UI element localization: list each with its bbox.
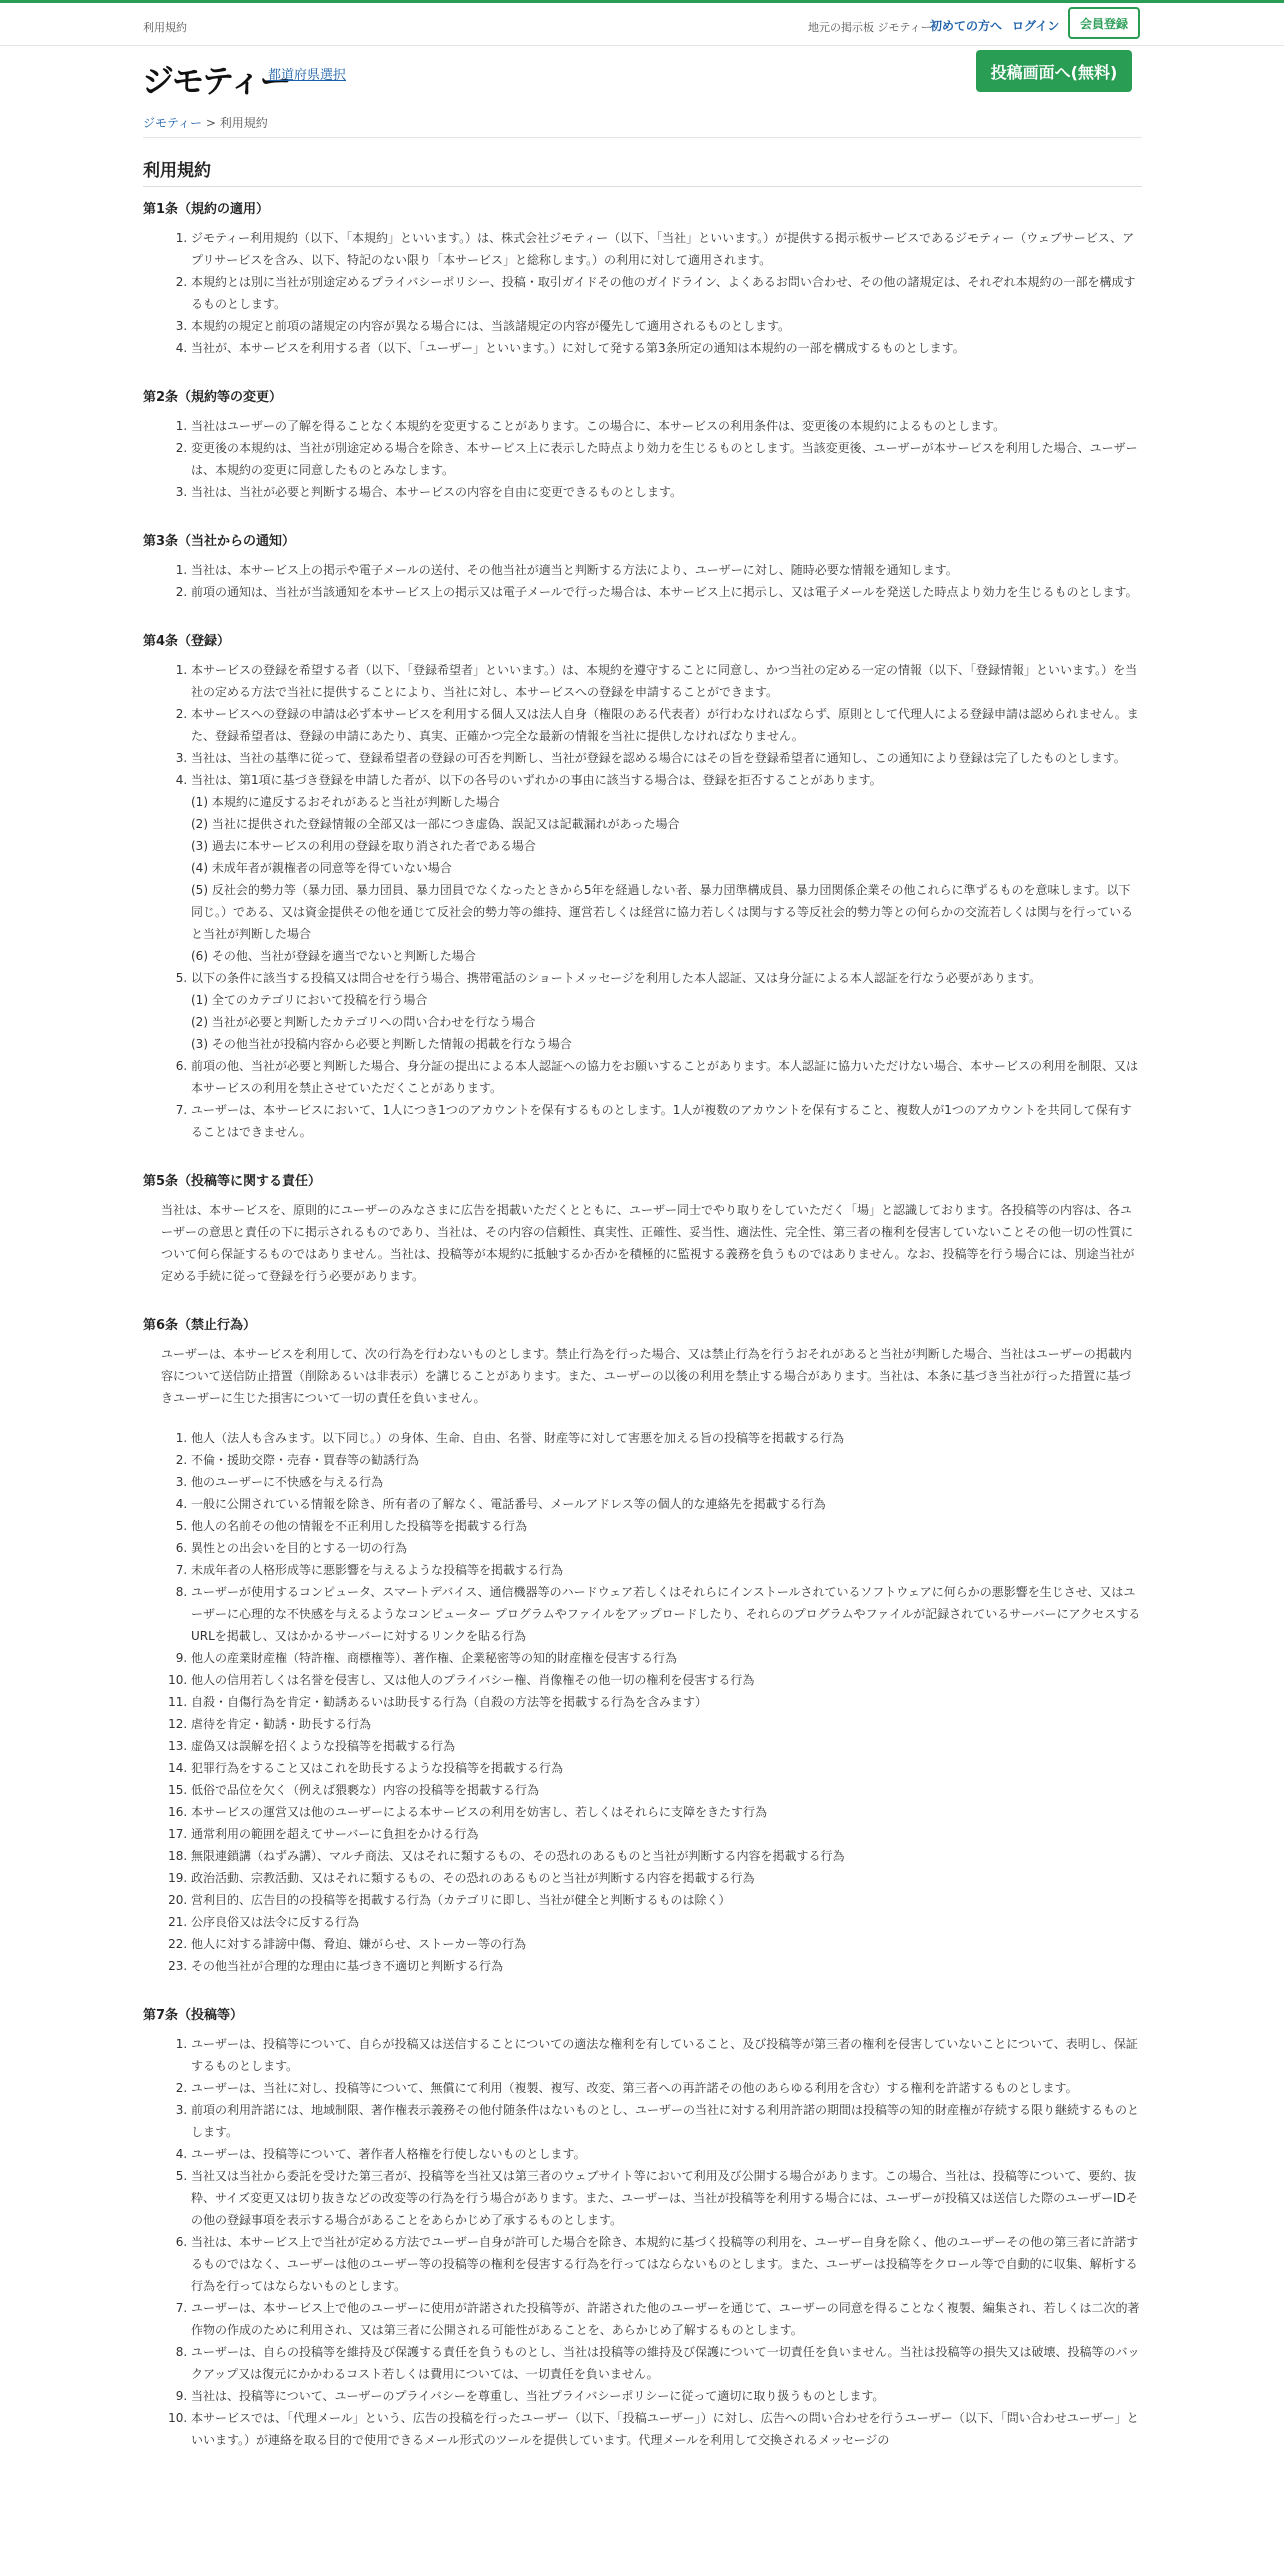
item-text: その他当社が合理的な理由に基づき不適切と判断する行為 [191, 1959, 504, 1973]
item-text: 一般に公開されている情報を除き、所有者の了解なく、電話番号、メールアドレス等の個人的な連絡先を掲載する行為 [191, 1497, 826, 1511]
list-item [191, 227, 1142, 271]
list-item [191, 747, 1142, 769]
item-text: 本サービスへの登録の申請は必ず本サービスを利用する個人又は法人自身（権限のある代表者）が行わなければならず、原則として代理人による登録申請は認められません。また、登録希望者は、登録の申請にあたり、真実、正確かつ完全な最新の情報を当社に提供しなければなりません。 [191, 707, 1139, 743]
item-text: 他人の産業財産権（特許権、商標権等）、著作権、企業秘密等の知的財産権を侵害する行為 [191, 1651, 678, 1665]
terms-section [143, 531, 1142, 603]
item-text: 当社は、第1項に基づき登録を申請した者が、以下の各号のいずれかの事由に該当する場合は、登録を拒否することがあります。 [191, 773, 882, 787]
sub-item: (3) 過去に本サービスの利用の登録を取り消された者である場合 [191, 839, 536, 853]
terms-section [143, 199, 1142, 359]
header-tagline: 地元の掲示板 ジモティー [808, 21, 932, 34]
list-item [191, 2407, 1142, 2451]
terms-section [143, 2005, 1142, 2451]
list-item [191, 2033, 1142, 2077]
item-text: 当社は、本サービス上で当社が定める方法でユーザー自身が許可した場合を除き、本規約に基づく投稿等の利用を、ユーザー自身を除く、他のユーザーその他の第三者に許諾するものではなく、ユーザーは他のユーザー等の投稿等の権利を侵害する行為を行ってはならないものとします。また、ユーザーは投稿等をクロール等で自動的に収集、解析する行為を行ってはならないものとします。 [191, 2235, 1139, 2293]
list-item [191, 2077, 1142, 2099]
prefecture-select-link[interactable]: 都道府県選択 [268, 68, 347, 83]
terms-section [143, 631, 1142, 1143]
item-text: ジモティー利用規約（以下、「本規約」といいます。）は、株式会社ジモティー（以下、「当社」といいます。）が提供する掲示板サービスであるジモティー（ウェブサービス、アプリサービスを含み、以下、特記のない限り「本サービス」と総称します。）の利用に対して適用されます。 [191, 231, 1135, 267]
list-item [191, 1537, 1142, 1559]
section-list [143, 559, 1142, 603]
list-item [191, 1471, 1142, 1493]
section-heading: 第2条（規約等の変更） [143, 390, 283, 405]
list-item [191, 1801, 1142, 1823]
list-item [191, 2385, 1142, 2407]
terms-section [143, 1171, 1142, 1287]
jmty-logo[interactable]: ジモティー [142, 62, 290, 100]
sub-item: (2) 当社が必要と判断したカテゴリへの問い合わせを行なう場合 [191, 1015, 536, 1029]
list-item [191, 1559, 1142, 1581]
sub-item: (6) その他、当社が登録を適当でないと判断した場合 [191, 949, 476, 963]
terms-content [143, 199, 1142, 2479]
item-text: 当社は、当社の基準に従って、登録希望者の登録の可否を判断し、当社が登録を認める場合にはその旨を登録希望者に通知し、この通知により登録は完了したものとします。 [191, 751, 1126, 765]
item-text: 当社はユーザーの了解を得ることなく本規約を変更することがあります。この場合に、本サービスの利用条件は、変更後の本規約によるものとします。 [191, 419, 1006, 433]
list-item [191, 337, 1142, 359]
list-item [191, 1427, 1142, 1449]
title-divider [143, 186, 1142, 187]
section-heading: 第7条（投稿等） [143, 2008, 244, 2023]
item-text: 低俗で品位を欠く（例えば猥褻な）内容の投稿等を掲載する行為 [191, 1783, 540, 1797]
list-item [191, 1911, 1142, 1933]
sub-item: (4) 未成年者が親権者の同意等を得ていない場合 [191, 861, 452, 875]
list-item [191, 1823, 1142, 1845]
header-page-label: 利用規約 [143, 21, 187, 34]
list-item [191, 1713, 1142, 1735]
item-text: 前項の他、当社が必要と判断した場合、身分証の提出による本人認証への協力をお願いすることがあります。本人認証に協力いただけない場合、本サービスの利用を制限、又は本サービスの利用を禁止させていただくことがあります。 [191, 1059, 1139, 1095]
item-text: 本規約とは別に当社が別途定めるプライバシーポリシー、投稿・取引ガイドその他のガイドライン、よくあるお問い合わせ、その他の諸規定は、それぞれ本規約の一部を構成するものとします。 [191, 275, 1136, 311]
list-item [191, 271, 1142, 315]
list-item [191, 1933, 1142, 1955]
list-item [191, 559, 1142, 581]
item-text: 他人（法人も含みます。以下同じ。）の身体、生命、自由、名誉、財産等に対して害悪を加える旨の投稿等を掲載する行為 [191, 1431, 845, 1445]
section-list [143, 227, 1142, 359]
list-item [191, 659, 1142, 703]
item-text: 政治活動、宗教活動、又はそれに類するもの、その恐れのあるものと当社が判断する内容を掲載する行為 [191, 1871, 755, 1885]
list-item [191, 1955, 1142, 1977]
item-text: 当社は、投稿等について、ユーザーのプライバシーを尊重し、当社プライバシーポリシーに従って適切に取り扱うものとします。 [191, 2389, 885, 2403]
item-text: 本サービスの登録を希望する者（以下、「登録希望者」といいます。）は、本規約を遵守することに同意し、かつ当社の定める一定の情報（以下、「登録情報」といいます。）を当社の定める方法で当社に提供することにより、当社に対し、本サービスへの登録を申請することができます。 [191, 663, 1138, 699]
section-heading: 第4条（登録） [143, 634, 231, 649]
list-item [191, 437, 1142, 481]
list-item [191, 1099, 1142, 1143]
item-text: 変更後の本規約は、当社が別途定める場合を除き、本サービス上に表示した時点より効力を生じるものとします。当該変更後、ユーザーが本サービスを利用した場合、ユーザーは、本規約の変更に同意したものとみなします。 [191, 441, 1138, 477]
list-item [191, 2165, 1142, 2231]
list-item [191, 1669, 1142, 1691]
list-item [191, 1735, 1142, 1757]
item-text: 自殺・自傷行為を肯定・勧誘あるいは助長する行為（自殺の方法等を掲載する行為を含みます） [191, 1695, 708, 1709]
terms-section [143, 387, 1142, 503]
section-paragraph: 当社は、本サービスを、原則的にユーザーのみなさまに広告を掲載いただくとともに、ユーザー同士でやり取りをしていただく「場」と認識しております。各投稿等の内容は、各ユーザーの意思と責任の下に掲示されるものであり、当社は、その内容の信頼性、真実性、正確性、妥当性、適法性、完全性、第三者の権利を侵害していないことその他一切の性質について何ら保証するものではありません。当社は、投稿等が本規約に抵触するか否かを積極的に監視する義務を負うものではありません。なお、投稿等を行う場合には、別途当社が定める手続に従って登録を行う必要があります。 [161, 1203, 1135, 1283]
list-item [191, 2297, 1142, 2341]
list-item [191, 1449, 1142, 1471]
section-heading: 第6条（禁止行為） [143, 1318, 257, 1333]
item-text: 当社は、当社が必要と判断する場合、本サービスの内容を自由に変更できるものとします。 [191, 485, 683, 499]
sub-item: (1) 本規約に違反するおそれがあると当社が判断した場合 [191, 795, 500, 809]
sub-item: (1) 全てのカテゴリにおいて投稿を行う場合 [191, 993, 428, 1007]
item-text: 本サービスの運営又は他のユーザーによる本サービスの利用を妨害し、若しくはそれらに支障をきたす行為 [191, 1805, 768, 1819]
item-text: 不倫・援助交際・売春・買春等の勧誘行為 [191, 1453, 420, 1467]
section-list [143, 415, 1142, 503]
breadcrumb-divider [143, 137, 1142, 138]
section-list [143, 659, 1142, 1143]
item-text: 本サービスでは、「代理メール」という、広告の投稿を行ったユーザー（以下、「投稿ユーザー」）に対し、広告への問い合わせを行うユーザー（以下、「問い合わせユーザー」といいます。）が連絡を取る目的で使用できるメール形式のツールを提供しています。代理メールを利用して交換されるメッセージの [191, 2411, 1139, 2447]
list-item [191, 1515, 1142, 1537]
section-heading: 第5条（投稿等に関する責任） [143, 1174, 322, 1189]
list-item [191, 769, 1142, 967]
sub-item: (2) 当社に提供された登録情報の全部又は一部につき虚偽、誤記又は記載漏れがあった場合 [191, 817, 680, 831]
breadcrumb-current: 利用規約 [219, 116, 268, 130]
list-item [191, 2231, 1142, 2297]
sub-item: (3) その他当社が投稿内容から必要と判断した情報の掲載を行なう場合 [191, 1037, 572, 1051]
login-link[interactable]: ログイン [1012, 19, 1060, 33]
item-text: 虐待を肯定・勧誘・助長する行為 [191, 1717, 372, 1731]
header-divider [0, 45, 1284, 46]
item-text: 他人の名前その他の情報を不正利用した投稿等を掲載する行為 [191, 1519, 528, 1533]
section-heading: 第1条（規約の適用） [143, 202, 270, 217]
item-text: 本規約の規定と前項の諸規定の内容が異なる場合には、当該諸規定の内容が優先して適用されるものとします。 [191, 319, 791, 333]
list-item [191, 1757, 1142, 1779]
list-item [191, 415, 1142, 437]
list-item [191, 703, 1142, 747]
item-text: ユーザーは、本サービスにおいて、1人につき1つのアカウントを保有するものとします。1人が複数のアカウントを保有すること、複数人が1つのアカウントを共同して保有することはできません。 [191, 1103, 1132, 1139]
item-text: 異性との出会いを目的とする一切の行為 [191, 1541, 408, 1555]
breadcrumb [143, 114, 268, 131]
list-item [191, 315, 1142, 337]
list-item [191, 967, 1142, 1055]
list-item [191, 1845, 1142, 1867]
item-text: 他人の信用若しくは名誉を侵害し、又は他人のプライバシー権、肖像権その他一切の権利を侵害する行為 [191, 1673, 755, 1687]
signup-button[interactable]: 会員登録 [1068, 7, 1140, 39]
list-item [191, 481, 1142, 503]
item-text: 虚偽又は誤解を招くような投稿等を掲載する行為 [191, 1739, 456, 1753]
breadcrumb-home-link[interactable]: ジモティー [143, 116, 203, 130]
list-item [191, 2143, 1142, 2165]
terms-section [143, 1315, 1142, 1977]
item-text: 営利目的、広告目的の投稿等を掲載する行為（カテゴリに即し、当社が健全と判断するものは除く） [191, 1893, 731, 1907]
list-item [191, 1581, 1142, 1647]
item-text: ユーザーは、投稿等について、自らが投稿又は送信することについての適法な権利を有していること、及び投稿等が第三者の権利を侵害していないことについて、表明し、保証するものとします。 [191, 2037, 1138, 2073]
item-text: 無限連鎖講（ねずみ講）、マルチ商法、又はそれに類するもの、その恐れのあるものと当社が判断する内容を掲載する行為 [191, 1849, 845, 1863]
breadcrumb-separator: > [205, 116, 216, 130]
item-text: 当社は、本サービス上の掲示や電子メールの送付、その他当社が適当と判断する方法により、ユーザーに対し、随時必要な情報を通知します。 [191, 563, 958, 577]
section-list [143, 2033, 1142, 2451]
item-text: 犯罪行為をすること又はこれを助長するような投稿等を掲載する行為 [191, 1761, 564, 1775]
section-paragraph: ユーザーは、本サービスを利用して、次の行為を行わないものとします。禁止行為を行った場合、又は禁止行為を行うおそれがあると当社が判断した場合、当社はユーザーの掲載内容について送信防止措置（削除あるいは非表示）を講じることがあります。また、ユーザーの以後の利用を禁止する場合があります。当社は、本条に基づき当社が行った措置に基づきユーザーに生じた損害について一切の責任を負いません。 [161, 1347, 1132, 1405]
item-text: 当社が、本サービスを利用する者（以下、「ユーザー」といいます。）に対して発する第3条所定の通知は本規約の一部を構成するものとします。 [191, 341, 965, 355]
list-item [191, 2099, 1142, 2143]
post-ad-button[interactable]: 投稿画面へ(無料) [976, 50, 1132, 92]
page-title: 利用規約 [143, 161, 211, 181]
list-item [191, 1647, 1142, 1669]
list-item [191, 1493, 1142, 1515]
item-text: ユーザーは、自らの投稿等を維持及び保護する責任を負うものとし、当社は投稿等の維持及び保護について一切責任を負いません。当社は投稿等の損失又は破壊、投稿等のバックアップ又は復元にかかわるコスト若しくは費用については、一切責任を負いません。 [191, 2345, 1140, 2381]
item-text: 通常利用の範囲を超えてサーバーに負担をかける行為 [191, 1827, 479, 1841]
list-item [191, 1691, 1142, 1713]
item-text: ユーザーは、当社に対し、投稿等について、無償にて利用（複製、複写、改変、第三者への再許諾その他のあらゆる利用を含む）する権利を許諾するものとします。 [191, 2081, 1078, 2095]
item-text: ユーザーは、投稿等について、著作者人格権を行使しないものとします。 [191, 2147, 586, 2161]
list-item [191, 1779, 1142, 1801]
list-item [191, 2341, 1142, 2385]
section-list [143, 1427, 1142, 1977]
item-text: 他人に対する誹謗中傷、脅迫、嫌がらせ、ストーカー等の行為 [191, 1937, 527, 1951]
item-text: ユーザーが使用するコンピュータ、スマートデバイス、通信機器等のハードウェア若しくはそれらにインストールされているソフトウェアに何らかの悪影響を生じさせ、又はユーザーに心理的な不快感を与えるようなコンピューター プログラムやファイルをアップロードしたり、それらのプログラムやファイルが記録されているサーバーにアクセスするURLを掲載し、又はかかるサーバーに対するリンクを貼る行為 [191, 1585, 1141, 1643]
header-top-bar [0, 3, 1284, 45]
list-item [191, 1889, 1142, 1911]
item-text: 公序良俗又は法令に反する行為 [191, 1915, 360, 1929]
item-text: 前項の通知は、当社が当該通知を本サービス上の掲示又は電子メールで行った場合は、本サービス上に掲示し、又は電子メールを発送した時点より効力を生じるものとします。 [191, 585, 1138, 599]
list-item [191, 581, 1142, 603]
section-heading: 第3条（当社からの通知） [143, 534, 296, 549]
list-item [191, 1055, 1142, 1099]
item-text: ユーザーは、本サービス上で他のユーザーに使用が許諾された投稿等が、許諾された他のユーザーを通じて、ユーザーの同意を得ることなく複製、編集され、若しくは二次的著作物の作成のために利用され、又は第三者に公開される可能性があることを、あらかじめ了解するものとします。 [191, 2301, 1140, 2337]
item-text: 以下の条件に該当する投稿又は問合せを行う場合、携帯電話のショートメッセージを利用した本人認証、又は身分証による本人認証を行なう必要があります。 [191, 971, 1041, 985]
sub-item: (5) 反社会的勢力等（暴力団、暴力団員、暴力団員でなくなったときから5年を経過しない者、暴力団準構成員、暴力団関係企業その他これらに準ずるものを意味します。以下同じ。）である、又は資金提供その他を通じて反社会的勢力等の維持、運営若しくは経営に協力若しくは関与する等反社会的勢力等との何らかの交流若しくは関与を行っていると当社が判断した場合 [191, 883, 1134, 941]
item-text: 前項の利用許諾には、地域制限、著作権表示義務その他付随条件はないものとし、ユーザーの当社に対する利用許諾の期間は投稿等の知的財産権が存続する限り継続するものとします。 [191, 2103, 1140, 2139]
item-text: 他のユーザーに不快感を与える行為 [191, 1475, 384, 1489]
item-text: 当社又は当社から委託を受けた第三者が、投稿等を当社又は第三者のウェブサイト等において利用及び公開する場合があります。この場合、当社は、投稿等について、要約、抜粋、サイズ変更又は切り抜きなどの改変等の行為を行う場合があります。また、ユーザーは、当社が投稿等を利用する場合には、ユーザーが投稿又は送信した際のユーザーIDその他の登録事項を表示する場合があることをあらかじめ了承するものとします。 [191, 2169, 1138, 2227]
first-time-link[interactable]: 初めての方へ [930, 19, 1003, 33]
list-item [191, 1867, 1142, 1889]
item-text: 未成年者の人格形成等に悪影響を与えるような投稿等を掲載する行為 [191, 1563, 564, 1577]
